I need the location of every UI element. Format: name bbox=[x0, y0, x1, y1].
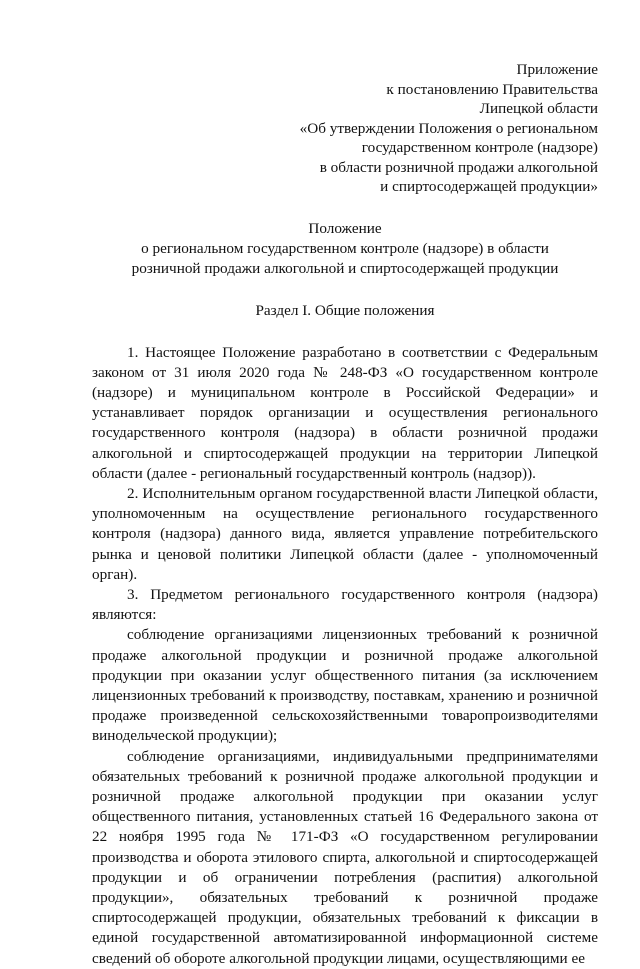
appendix-line: к постановлению Правительства bbox=[386, 80, 598, 98]
section-heading: Раздел I. Общие положения bbox=[255, 301, 435, 319]
paragraph-3: 3. Предметом регионального государственного контроля (надзора) являются: bbox=[92, 585, 598, 624]
document-title bbox=[92, 219, 598, 279]
appendix-line: в области розничной продажи алкогольной bbox=[319, 158, 598, 176]
paragraph-3-item-2: соблюдение организациями, индивидуальными предпринимателями обязательных требований к розничной продаже алкогольной продукции и розничной продаже алкогольной продукции при оказании услуг общественного питания, установленных статьей 16 Федерального закона от 22 ноября 1995 года № 171-ФЗ «О государственном регулировании производства и оборота этилового спирта, алкогольной и спиртосодержащей продукции и об ограничении потребления (распития) алкогольной продукции», обязательных требований к розничной продаже спиртосодержащей продукции, обязательных требований к фиксации в единой государственной автоматизированной информационной системе сведений об обороте алкогольной продукции лицами, осуществляющими ее bbox=[92, 747, 598, 967]
appendix-line: Приложение bbox=[516, 61, 598, 78]
title-line: розничной продажи алкогольной и спиртосодержащей продукции bbox=[131, 259, 559, 277]
appendix-line: Липецкой области bbox=[479, 100, 598, 117]
appendix-line: «Об утверждении Положения о региональном bbox=[299, 119, 598, 137]
title-line: Положение bbox=[308, 219, 382, 237]
title-line: о региональном государственном контроле (надзоре) в области bbox=[141, 239, 549, 257]
paragraph-3-item-1: соблюдение организациями лицензионных требований к розничной продаже алкогольной продукции и розничной продаже алкогольной продукции при оказании услуг общественного питания (за исключением лицензионных требований к производству, поставкам, хранению и розничной продаже произведенной сельскохозяйственными товаропроизводителями винодельческой продукции); bbox=[92, 626, 598, 745]
appendix-line: государственном контроле (надзоре) bbox=[361, 139, 598, 156]
appendix-block bbox=[92, 60, 598, 197]
paragraph-2: 2. Исполнительным органом государственной власти Липецкой области, уполномоченным на осуществление регионального государственного контроля (надзора) данного вида, является управление потребительского рынка и ценовой политики Липецкой области (далее - уполномоченный орган). bbox=[92, 484, 598, 583]
paragraph-1: 1. Настоящее Положение разработано в соответствии с Федеральным законом от 31 июля 2020 года № 248-ФЗ «О государственном контроле (надзоре) и муниципальном контроле в Российской Федерации» и устанавливает порядок организации и осуществления регионального государственного контроля (надзора) в области розничной продажи алкогольной и спиртосодержащей продукции на территории Липецкой области (далее - региональный государственный контроль (надзор)). bbox=[92, 343, 598, 482]
appendix-line: и спиртосодержащей продукции» bbox=[380, 178, 598, 195]
